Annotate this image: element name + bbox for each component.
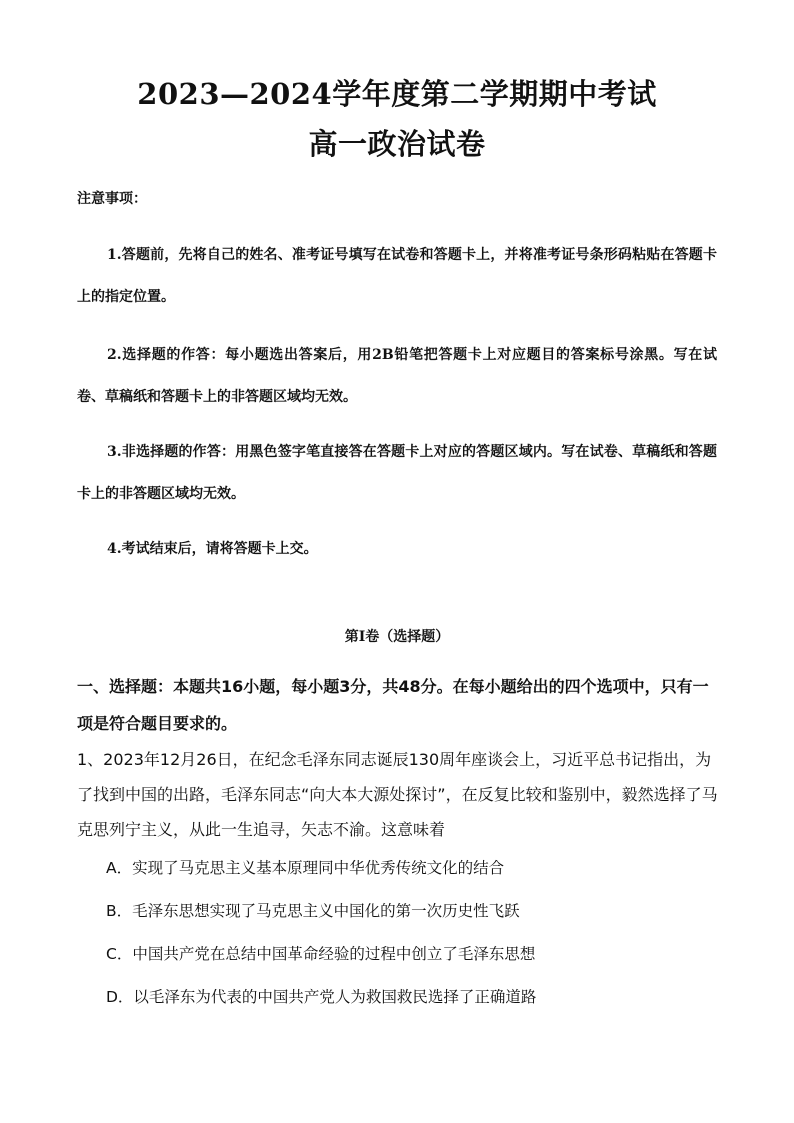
notice-item-4: 4.考试结束后，请将答题卡上交。: [107, 541, 318, 557]
exam-subtitle: 高一政治试卷: [308, 127, 486, 161]
notice-item-3: 3.非选择题的作答：用黑色签字笔直接答在答题卡上对应的答题区域内。写在试卷、草稿纸和答题卡上的非答题区域均无效。: [77, 444, 717, 502]
notice-heading: 注意事项：: [77, 191, 147, 207]
exam-title: 2023—2024学年度第二学期期中考试: [137, 77, 657, 111]
notice-item-1: 1.答题前，先将自己的姓名、准考证号填写在试卷和答题卡上，并将准考证号条形码粘贴在答题卡上的指定位置。: [77, 247, 717, 305]
section-title: 第Ⅰ卷（选择题）: [344, 629, 450, 645]
option-a: A．实现了马克思主义基本原理同中华优秀传统文化的结合: [106, 859, 505, 877]
option-b: B．毛泽东思想实现了马克思主义中国化的第一次历史性飞跃: [106, 902, 520, 920]
option-d: D．以毛泽东为代表的中国共产党人为救国救民选择了正确道路: [106, 988, 537, 1006]
option-c: C．中国共产党在总结中国革命经验的过程中创立了毛泽东思想: [106, 945, 536, 963]
part-heading: 一、选择题：本题共16小题，每小题3分，共48分。在每小题给出的四个选项中，只有一项是符合题目要求的。: [77, 677, 709, 733]
question-stem: 1、2023年12月26日，在纪念毛泽东同志诞辰130周年座谈会上，习近平总书记指出，为了找到中国的出路，毛泽东同志“向大本大源处探讨”，在反复比较和鉴别中，毅然选择了马克思列宁主义，从此一生追寻，矢志不渝。这意味着: [77, 750, 718, 839]
notice-item-2: 2.选择题的作答：每小题选出答案后，用2B铅笔把答题卡上对应题目的答案标号涂黑。写在试卷、草稿纸和答题卡上的非答题区域均无效。: [77, 347, 717, 405]
